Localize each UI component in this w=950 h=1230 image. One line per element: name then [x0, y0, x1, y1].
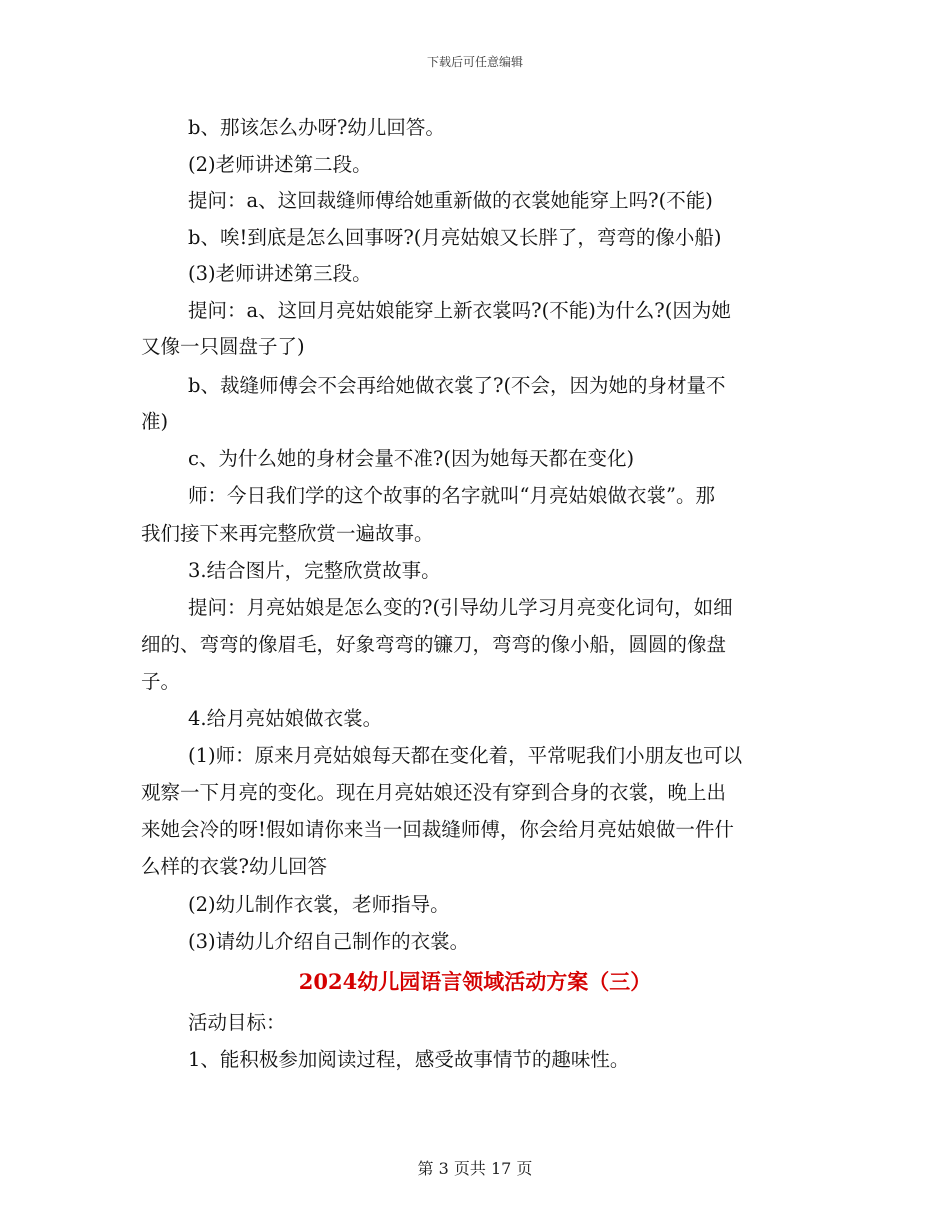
paragraph-line: b、唉!到底是怎么回事呀?(月亮姑娘又长胖了，弯弯的像小船) — [188, 226, 722, 249]
paragraph-line: (3)老师讲述第三段。 — [188, 262, 372, 285]
paragraph-line: 来她会冷的呀!假如请你来当一回裁缝师傅，你会给月亮姑娘做一件什 — [141, 818, 734, 841]
paragraph-line: 准) — [141, 410, 169, 433]
paragraph-line: (2)老师讲述第二段。 — [188, 153, 372, 176]
paragraph-line: b、裁缝师傅会不会再给她做衣裳了?(不会，因为她的身材量不 — [188, 374, 726, 397]
paragraph-line: 3.结合图片，完整欣赏故事。 — [188, 559, 441, 582]
paragraph-line: (1)师：原来月亮姑娘每天都在变化着，平常呢我们小朋友也可以 — [188, 744, 743, 767]
page-footer: 第 3 页共 17 页 — [417, 1159, 533, 1178]
paragraph-line: 1、能积极参加阅读过程，感受故事情节的趣味性。 — [188, 1048, 630, 1071]
paragraph-line: 观察一下月亮的变化。现在月亮姑娘还没有穿到合身的衣裳，晚上出 — [141, 781, 727, 804]
paragraph-line: 又像一只圆盘子了) — [141, 335, 305, 358]
paragraph-line: b、那该怎么办呀?幼儿回答。 — [188, 116, 445, 139]
paragraph-line: 师：今日我们学的这个故事的名字就叫“月亮姑娘做衣裳”。那 — [188, 484, 715, 507]
paragraph-line: 么样的衣裳?幼儿回答 — [141, 855, 327, 878]
paragraph-line: (2)幼儿制作衣裳，老师指导。 — [188, 893, 450, 916]
paragraph-line: 我们接下来再完整欣赏一遍故事。 — [141, 522, 434, 545]
paragraph-line: 子。 — [141, 670, 181, 693]
paragraph-line: 活动目标： — [188, 1011, 286, 1034]
paragraph-line: (3)请幼儿介绍自己制作的衣裳。 — [188, 930, 470, 953]
paragraph-line: 细的、弯弯的像眉毛，好象弯弯的镰刀，弯弯的像小船，圆圆的像盘 — [141, 633, 727, 656]
paragraph-line: 提问：a、这回裁缝师傅给她重新做的衣裳她能穿上吗?(不能) — [188, 189, 713, 212]
paragraph-line: c、为什么她的身材会量不准?(因为她每天都在变化) — [188, 447, 635, 470]
section-title: 2024幼儿园语言领域活动方案（三） — [298, 969, 652, 994]
paragraph-line: 提问：a、这回月亮姑娘能穿上新衣裳吗?(不能)为什么?(因为她 — [188, 299, 731, 322]
paragraph-line: 4.给月亮姑娘做衣裳。 — [188, 707, 383, 730]
paragraph-line: 提问：月亮姑娘是怎么变的?(引导幼儿学习月亮变化词句，如细 — [188, 596, 733, 619]
page-header: 下载后可任意编辑 — [426, 55, 523, 69]
